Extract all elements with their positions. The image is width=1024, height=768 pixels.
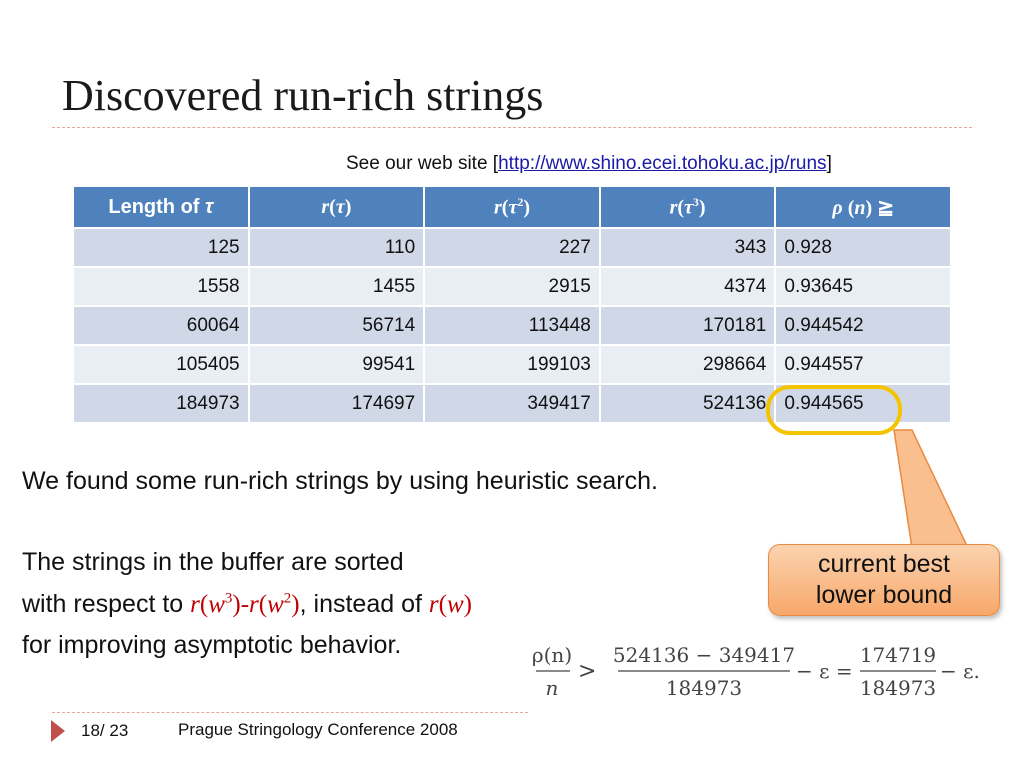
callout-line1: current best <box>817 550 950 578</box>
table-cell: 105405 <box>73 345 249 384</box>
body-line-3 <box>22 590 472 619</box>
page-total: / 23 <box>99 721 129 740</box>
table-cell: 0.928 <box>775 228 951 267</box>
formula-gt: > <box>578 659 597 684</box>
header-r-tau2: $r(\tau^2)$ <box>424 186 600 228</box>
table-cell: 4374 <box>600 267 776 306</box>
body-line-3-mid: , instead of <box>299 590 429 618</box>
header-rho: ρ (n) ≧ <box>775 186 951 228</box>
formula-rhs-numerator: 174719 <box>859 643 937 667</box>
body-line-4: for improving asymptotic behavior. <box>22 631 402 659</box>
header-length-text: Length of <box>108 195 206 218</box>
bound-formula <box>530 640 982 706</box>
header-r-tau3: $r(\tau^3)$ <box>600 186 776 228</box>
table-cell: 1455 <box>249 267 425 306</box>
formula-minus-eps: − ε = <box>796 659 853 683</box>
formula-lhs-denominator: n <box>545 676 559 700</box>
slide-title: Discovered run-rich strings <box>62 71 544 120</box>
table-cell: 125 <box>73 228 249 267</box>
website-prefix: See our web site [ <box>346 153 499 174</box>
table-cell: 199103 <box>424 345 600 384</box>
body-line-3-prefix: with respect to <box>22 590 191 618</box>
body-line-1: We found some run-rich strings by using heuristic search. <box>22 467 658 495</box>
table-cell: 56714 <box>249 306 425 345</box>
table-cell: 298664 <box>600 345 776 384</box>
conference-name: Prague Stringology Conference 2008 <box>178 720 458 739</box>
formula-rhs-denominator: 184973 <box>859 676 937 700</box>
formula-tail: − ε. <box>940 659 980 683</box>
callout-box <box>768 544 1000 616</box>
table-cell: 0.944542 <box>775 306 951 345</box>
footer-arrow-icon <box>51 720 65 742</box>
table-cell: 349417 <box>424 384 600 423</box>
table-cell: 227 <box>424 228 600 267</box>
website-link[interactable]: http://www.shino.ecei.tohoku.ac.jp/runs <box>498 153 827 174</box>
formula-mid-numerator: 524136 − 349417 <box>612 643 796 667</box>
table-cell: 60064 <box>73 306 249 345</box>
sort-key-formula: $r(w^3)-r(w^2)$ <box>190 590 300 618</box>
body-line-2: The strings in the buffer are sorted <box>22 548 404 576</box>
table-cell: 524136 <box>600 384 776 423</box>
table-cell: 2915 <box>424 267 600 306</box>
table-cell: 1558 <box>73 267 249 306</box>
header-r-tau: r(τ) <box>249 186 425 228</box>
table-cell: 170181 <box>600 306 776 345</box>
footer-divider <box>52 712 528 713</box>
header-length-symbol: τ <box>205 195 214 218</box>
page-current: 18 <box>81 721 100 740</box>
table-cell: 343 <box>600 228 776 267</box>
table-cell-best: 0.944565 <box>775 384 951 423</box>
callout-line2: lower bound <box>815 581 953 609</box>
table-cell: 0.93645 <box>775 267 951 306</box>
table-cell: 99541 <box>249 345 425 384</box>
formula-mid-denominator: 184973 <box>665 676 743 700</box>
page-number <box>81 721 128 741</box>
table-cell: 184973 <box>73 384 249 423</box>
original-key-formula: r(w) <box>428 591 472 618</box>
table-cell: 0.944557 <box>775 345 951 384</box>
formula-lhs-numerator: ρ(n) <box>531 643 573 667</box>
website-suffix: ] <box>826 153 832 174</box>
table-cell: 113448 <box>424 306 600 345</box>
best-value-highlight <box>766 385 902 435</box>
table-cell: 110 <box>249 228 425 267</box>
table-cell: 174697 <box>249 384 425 423</box>
